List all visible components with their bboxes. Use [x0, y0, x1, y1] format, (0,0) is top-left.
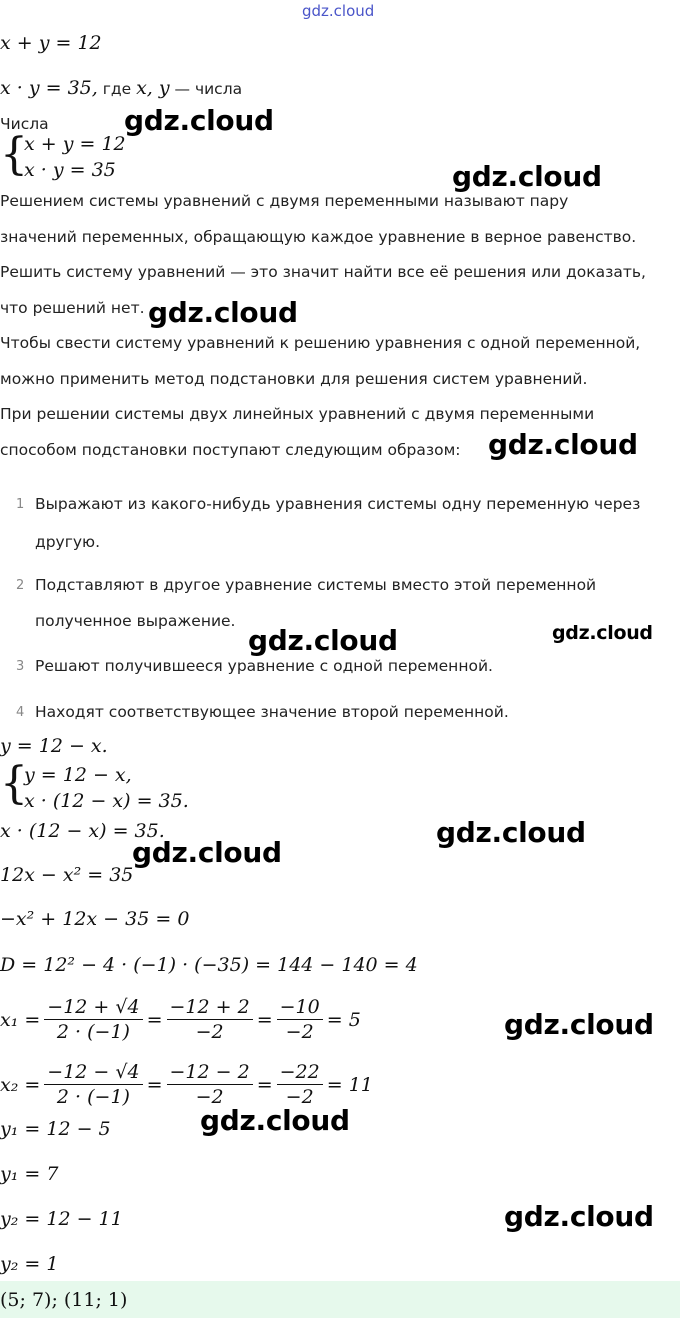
equation-product-math: x · y = 35,: [0, 77, 98, 99]
watermark: gdz.cloud: [248, 624, 398, 657]
system-2-brace: {: [0, 758, 28, 809]
equation-product-where: где: [97, 80, 137, 98]
paragraph-line-4: что решений нет.: [0, 299, 145, 317]
watermark: gdz.cloud: [504, 1008, 654, 1041]
root-x1-result: = 5: [326, 1008, 361, 1031]
step-number-3: 3: [16, 659, 25, 674]
paragraph-line-8: способом подстановки поступают следующим образом:: [0, 441, 461, 459]
root-x2-result: = 11: [326, 1073, 373, 1096]
watermark: gdz.cloud: [200, 1104, 350, 1137]
root-x2-frac2-num: −12 − 2: [167, 1061, 253, 1085]
equation-5: −x² + 12x − 35 = 0: [0, 908, 190, 930]
watermark: gdz.cloud: [504, 1200, 654, 1233]
equation-product-vars: x, y: [136, 77, 170, 99]
equation-product: [0, 77, 242, 99]
step-3-line-a: Решают получившееся уравнение с одной переменной.: [35, 657, 493, 675]
system-1-eq-a: x + y = 12: [24, 133, 126, 155]
paragraph-line-3: Решить систему уравнений — это значит найти все её решения или доказать,: [0, 263, 646, 281]
equation-sum: x + y = 12: [0, 32, 102, 54]
root-x1-frac2-den: −2: [195, 1021, 224, 1043]
answer: (5; 7); (11; 1): [0, 1289, 128, 1311]
root-x1: x₁ = $\frac{-12 + √4}{2 \cdot (-1)}$ = $\frac{-12 + 2}{-2}$ = $\frac{-10}{-2}$ = 5: [0, 996, 361, 1043]
step-1-line-a: Выражают из какого-нибудь уравнения системы одну переменную через: [35, 495, 641, 513]
root-x1-frac1-num: −12 + √4: [44, 996, 142, 1020]
system-1-brace: {: [0, 129, 28, 180]
system-2-eq-a: y = 12 − x,: [24, 764, 132, 786]
root-x1-frac3-num: −10: [277, 996, 323, 1020]
paragraph-line-5: Чтобы свести систему уравнений к решению уравнения с одной переменной,: [0, 334, 641, 352]
step-4-line-a: Находят соответствующее значение второй переменной.: [35, 703, 509, 721]
watermark: gdz.cloud: [148, 296, 298, 329]
substitution: y = 12 − x.: [0, 735, 108, 757]
paragraph-line-6: можно применить метод подстановки для решения систем уравнений.: [0, 370, 588, 388]
root-x1-lhs: x₁ =: [0, 1008, 41, 1031]
watermark: gdz.cloud: [436, 816, 586, 849]
system-1-eq-b: x · y = 35: [24, 159, 116, 181]
equation-3: x · (12 − x) = 35.: [0, 820, 165, 842]
y2-calc: y₂ = 12 − 11: [0, 1208, 123, 1230]
root-x1-frac2-num: −12 + 2: [167, 996, 253, 1020]
root-x2: x₂ = $\frac{-12 - √4}{2 \cdot (-1)}$ = $\frac{-12 - 2}{-2}$ = $\frac{-22}{-2}$ = 11: [0, 1061, 373, 1108]
y2-value: y₂ = 1: [0, 1253, 59, 1275]
paragraph-line-1: Решением системы уравнений с двумя переменными называют пару: [0, 192, 569, 210]
root-x2-frac3-num: −22: [277, 1061, 323, 1085]
watermark: gdz.cloud: [132, 836, 282, 869]
step-2-line-b: полученное выражение.: [35, 612, 236, 630]
system-2-eq-b: x · (12 − x) = 35.: [24, 790, 189, 812]
step-number-2: 2: [16, 578, 25, 593]
equation-4: 12x − x² = 35: [0, 864, 134, 886]
watermark: gdz.cloud: [124, 104, 274, 137]
top-watermark: gdz.cloud: [302, 2, 375, 20]
paragraph-line-2: значений переменных, обращающую каждое уравнение в верное равенство.: [0, 228, 637, 246]
step-1-line-b: другую.: [35, 533, 101, 551]
watermark: gdz.cloud: [552, 622, 653, 644]
y1-value: y₁ = 7: [0, 1163, 59, 1185]
discriminant: D = 12² − 4 · (−1) · (−35) = 144 − 140 = 4: [0, 954, 418, 976]
step-number-1: 1: [16, 497, 25, 512]
step-2-line-a: Подставляют в другое уравнение системы вместо этой переменной: [35, 576, 597, 594]
watermark: gdz.cloud: [488, 428, 638, 461]
root-x2-frac2-den: −2: [195, 1086, 224, 1108]
watermark: gdz.cloud: [452, 160, 602, 193]
root-x2-frac1-den: 2 · (−1): [56, 1086, 130, 1108]
numbers-label: Числа: [0, 115, 49, 133]
step-number-4: 4: [16, 705, 25, 720]
paragraph-line-7: При решении системы двух линейных уравнений с двумя переменными: [0, 405, 595, 423]
root-x1-frac3-den: −2: [285, 1021, 314, 1043]
root-x2-frac1-num: −12 − √4: [44, 1061, 142, 1085]
equation-product-tail: — числа: [169, 80, 243, 98]
root-x2-lhs: x₂ =: [0, 1073, 41, 1096]
y1-calc: y₁ = 12 − 5: [0, 1118, 111, 1140]
root-x2-frac3-den: −2: [285, 1086, 314, 1108]
root-x1-frac1-den: 2 · (−1): [56, 1021, 130, 1043]
